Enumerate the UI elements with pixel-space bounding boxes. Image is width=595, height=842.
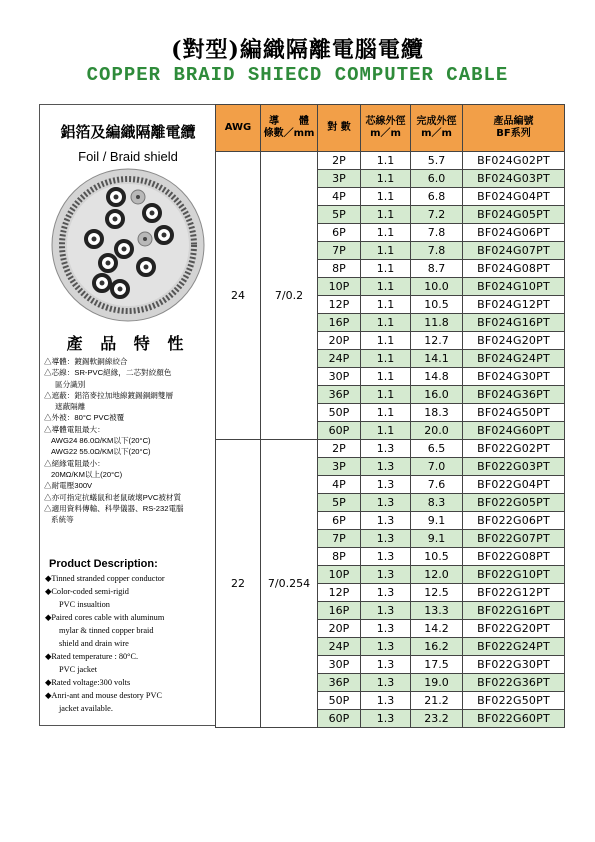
finish-od-cell: 10.0 (411, 278, 463, 296)
core-od-cell: 1.3 (361, 440, 411, 458)
core-od-cell: 1.3 (361, 476, 411, 494)
description-line: PVC insualtion (59, 600, 110, 609)
pairs-cell: 60P (318, 422, 361, 440)
finish-od-cell: 7.2 (411, 206, 463, 224)
part-number-cell: BF024G02PT (463, 152, 565, 170)
part-number-cell: BF024G24PT (463, 350, 565, 368)
core-od-cell: 1.1 (361, 368, 411, 386)
pairs-cell: 7P (318, 242, 361, 260)
finish-od-cell: 6.5 (411, 440, 463, 458)
feature-line: △外被：80°C PVC被覆 (44, 413, 125, 423)
table-row (216, 440, 565, 458)
pairs-cell: 16P (318, 602, 361, 620)
part-number-cell: BF024G36PT (463, 386, 565, 404)
core-od-cell: 1.3 (361, 494, 411, 512)
core-od-cell: 1.1 (361, 350, 411, 368)
part-number-cell: BF024G06PT (463, 224, 565, 242)
feature-line: AWG22 55.0Ω/KM以下(20°C) (51, 447, 151, 457)
header-finish-od-top: 完成外徑 (416, 116, 457, 127)
finish-od-cell: 14.8 (411, 368, 463, 386)
part-number-cell: BF024G05PT (463, 206, 565, 224)
finish-od-cell: 9.1 (411, 512, 463, 530)
finish-od-cell: 6.0 (411, 170, 463, 188)
part-number-cell: BF024G30PT (463, 368, 565, 386)
features-title: 產 品 特 性 (66, 334, 190, 353)
pairs-cell: 5P (318, 494, 361, 512)
finish-od-cell: 12.7 (411, 332, 463, 350)
core-od-cell: 1.3 (361, 674, 411, 692)
feature-line: 區分識別 (55, 379, 86, 389)
feature-line: 遮蔽隔離 (55, 402, 86, 412)
pairs-cell: 2P (318, 440, 361, 458)
core-od-cell: 1.1 (361, 422, 411, 440)
part-number-cell: BF024G03PT (463, 170, 565, 188)
finish-od-cell: 10.5 (411, 548, 463, 566)
header-part-bottom: BF系列 (496, 128, 531, 139)
core-od-cell: 1.3 (361, 548, 411, 566)
core-od-cell: 1.3 (361, 638, 411, 656)
core-od-cell: 1.1 (361, 242, 411, 260)
pairs-cell: 20P (318, 332, 361, 350)
core-od-cell: 1.1 (361, 152, 411, 170)
finish-od-cell: 10.5 (411, 296, 463, 314)
pairs-cell: 10P (318, 278, 361, 296)
finish-od-cell: 20.0 (411, 422, 463, 440)
part-number-cell: BF022G04PT (463, 476, 565, 494)
pairs-cell: 2P (318, 152, 361, 170)
part-number-cell: BF022G50PT (463, 692, 565, 710)
part-number-cell: BF024G10PT (463, 278, 565, 296)
part-number-cell: BF024G08PT (463, 260, 565, 278)
finish-od-cell: 6.8 (411, 188, 463, 206)
feature-line: △絕緣電阻最小： (44, 458, 105, 468)
feature-line: AWG24 86.0Ω/KM以下(20°C) (51, 436, 151, 446)
finish-od-cell: 5.7 (411, 152, 463, 170)
finish-od-cell: 16.2 (411, 638, 463, 656)
part-number-cell: BF024G16PT (463, 314, 565, 332)
core-od-cell: 1.1 (361, 260, 411, 278)
description-line: ◆Color-coded semi-rigid (45, 587, 129, 596)
pairs-cell: 24P (318, 638, 361, 656)
header-conductor (261, 105, 318, 152)
header-conductor-top: 導 體 (269, 116, 309, 127)
part-number-cell: BF024G20PT (463, 332, 565, 350)
core-od-cell: 1.3 (361, 692, 411, 710)
core-od-cell: 1.1 (361, 224, 411, 242)
pairs-cell: 20P (318, 620, 361, 638)
part-number-cell: BF022G12PT (463, 584, 565, 602)
table-row (216, 152, 565, 170)
pairs-cell: 16P (318, 314, 361, 332)
description-line: ◆Anri-ant and mouse destory PVC (45, 691, 162, 700)
finish-od-cell: 12.5 (411, 584, 463, 602)
core-od-cell: 1.1 (361, 314, 411, 332)
feature-line: △耐電壓300V (44, 481, 93, 491)
feature-line: △芯線：SR-PVC絕緣，二芯對絞顏色 (44, 368, 172, 378)
part-number-cell: BF022G07PT (463, 530, 565, 548)
pairs-cell: 12P (318, 296, 361, 314)
finish-od-cell: 7.0 (411, 458, 463, 476)
core-od-cell: 1.3 (361, 512, 411, 530)
finish-od-cell: 7.8 (411, 242, 463, 260)
description-line: jacket available. (59, 704, 113, 713)
finish-od-cell: 14.2 (411, 620, 463, 638)
feature-line: △亦可指定抗蟻鼠和老鼠破壞PVC被材質 (44, 492, 182, 502)
description-line: mylar & tinned copper braid (59, 626, 154, 635)
spec-table (215, 104, 565, 728)
description-line: ◆Rated temperature : 80°C. (45, 652, 139, 661)
finish-od-cell: 19.0 (411, 674, 463, 692)
cable-cross-section-image (50, 167, 206, 323)
finish-od-cell: 16.0 (411, 386, 463, 404)
part-number-cell: BF022G02PT (463, 440, 565, 458)
panel-subtitle: Foil / Braid shield (78, 149, 178, 164)
pairs-cell: 5P (318, 206, 361, 224)
part-number-cell: BF024G50PT (463, 404, 565, 422)
part-number-cell: BF024G04PT (463, 188, 565, 206)
part-number-cell: BF022G08PT (463, 548, 565, 566)
pairs-cell: 8P (318, 260, 361, 278)
part-number-cell: BF022G30PT (463, 656, 565, 674)
feature-line: 系統等 (51, 515, 74, 525)
pairs-cell: 8P (318, 548, 361, 566)
core-od-cell: 1.3 (361, 530, 411, 548)
conductor-cell: 7/0.2 (261, 152, 318, 440)
finish-od-cell: 8.7 (411, 260, 463, 278)
pairs-cell: 3P (318, 170, 361, 188)
page-subtitle: COPPER BRAID SHIECD COMPUTER CABLE (86, 64, 509, 86)
pairs-cell: 10P (318, 566, 361, 584)
pairs-cell: 6P (318, 512, 361, 530)
description-line: PVC jacket (59, 665, 98, 674)
header-conductor-bottom: 條數／mm (263, 128, 315, 139)
finish-od-cell: 23.2 (411, 710, 463, 728)
header-finish-od-bottom: m／m (421, 128, 452, 139)
description-line: ◆Tinned stranded copper conductor (45, 574, 165, 583)
pairs-cell: 7P (318, 530, 361, 548)
header-finish-od (411, 105, 463, 152)
page-title: (對型)編織隔離電腦電纜 (171, 37, 424, 63)
pairs-cell: 30P (318, 368, 361, 386)
core-od-cell: 1.3 (361, 602, 411, 620)
awg-cell: 22 (216, 440, 261, 728)
part-number-cell: BF024G12PT (463, 296, 565, 314)
header-core-od-top: 芯線外徑 (365, 116, 406, 127)
awg-cell: 24 (216, 152, 261, 440)
part-number-cell: BF022G03PT (463, 458, 565, 476)
finish-od-cell: 18.3 (411, 404, 463, 422)
description-line: shield and drain wire (59, 639, 129, 648)
part-number-cell: BF024G07PT (463, 242, 565, 260)
part-number-cell: BF022G24PT (463, 638, 565, 656)
core-od-cell: 1.3 (361, 656, 411, 674)
core-od-cell: 1.3 (361, 620, 411, 638)
product-description-list (45, 572, 213, 715)
finish-od-cell: 14.1 (411, 350, 463, 368)
conductor-cell: 7/0.254 (261, 440, 318, 728)
header-core-od (361, 105, 411, 152)
finish-od-cell: 7.6 (411, 476, 463, 494)
core-od-cell: 1.1 (361, 170, 411, 188)
header-part-number (463, 105, 565, 152)
features-list (44, 356, 214, 525)
core-od-cell: 1.3 (361, 584, 411, 602)
description-line: ◆Rated voltage:300 volts (45, 678, 131, 687)
header-pairs: 對 數 (318, 105, 361, 152)
feature-line: △適用資料傳輸、科學儀器、RS-232電腦 (44, 503, 184, 513)
part-number-cell: BF024G60PT (463, 422, 565, 440)
feature-line: △導體電阻最大： (44, 424, 105, 434)
pairs-cell: 4P (318, 188, 361, 206)
pairs-cell: 6P (318, 224, 361, 242)
core-od-cell: 1.1 (361, 278, 411, 296)
product-description-title: Product Description: (49, 558, 158, 570)
core-od-cell: 1.1 (361, 332, 411, 350)
panel-title: 鋁箔及編織隔離電纜 (60, 123, 196, 141)
part-number-cell: BF022G10PT (463, 566, 565, 584)
header-part-top: 產品編號 (493, 116, 534, 127)
feature-line: △導體：鍍錫軟銅線絞合 (44, 357, 128, 366)
product-info-panel (39, 104, 217, 726)
pairs-cell: 50P (318, 404, 361, 422)
pairs-cell: 24P (318, 350, 361, 368)
part-number-cell: BF022G60PT (463, 710, 565, 728)
header-awg: AWG (216, 105, 261, 152)
core-od-cell: 1.1 (361, 188, 411, 206)
feature-line: 20MΩ/KM以上(20°C) (51, 469, 123, 479)
pairs-cell: 60P (318, 710, 361, 728)
finish-od-cell: 12.0 (411, 566, 463, 584)
description-line: ◆Paired cores cable with aluminum (45, 613, 165, 622)
pairs-cell: 3P (318, 458, 361, 476)
part-number-cell: BF022G20PT (463, 620, 565, 638)
finish-od-cell: 17.5 (411, 656, 463, 674)
part-number-cell: BF022G16PT (463, 602, 565, 620)
header-core-od-bottom: m／m (370, 128, 401, 139)
core-od-cell: 1.1 (361, 404, 411, 422)
pairs-cell: 50P (318, 692, 361, 710)
core-od-cell: 1.3 (361, 458, 411, 476)
core-od-cell: 1.1 (361, 206, 411, 224)
pairs-cell: 30P (318, 656, 361, 674)
core-od-cell: 1.3 (361, 710, 411, 728)
finish-od-cell: 21.2 (411, 692, 463, 710)
core-od-cell: 1.1 (361, 296, 411, 314)
pairs-cell: 36P (318, 674, 361, 692)
pairs-cell: 36P (318, 386, 361, 404)
finish-od-cell: 13.3 (411, 602, 463, 620)
pairs-cell: 12P (318, 584, 361, 602)
finish-od-cell: 9.1 (411, 530, 463, 548)
feature-line: △遮蔽：鋁箔麥拉加地線鍍錫銅網雙層 (44, 390, 174, 400)
finish-od-cell: 11.8 (411, 314, 463, 332)
pairs-cell: 4P (318, 476, 361, 494)
part-number-cell: BF022G05PT (463, 494, 565, 512)
part-number-cell: BF022G36PT (463, 674, 565, 692)
core-od-cell: 1.3 (361, 566, 411, 584)
finish-od-cell: 8.3 (411, 494, 463, 512)
part-number-cell: BF022G06PT (463, 512, 565, 530)
finish-od-cell: 7.8 (411, 224, 463, 242)
core-od-cell: 1.1 (361, 386, 411, 404)
